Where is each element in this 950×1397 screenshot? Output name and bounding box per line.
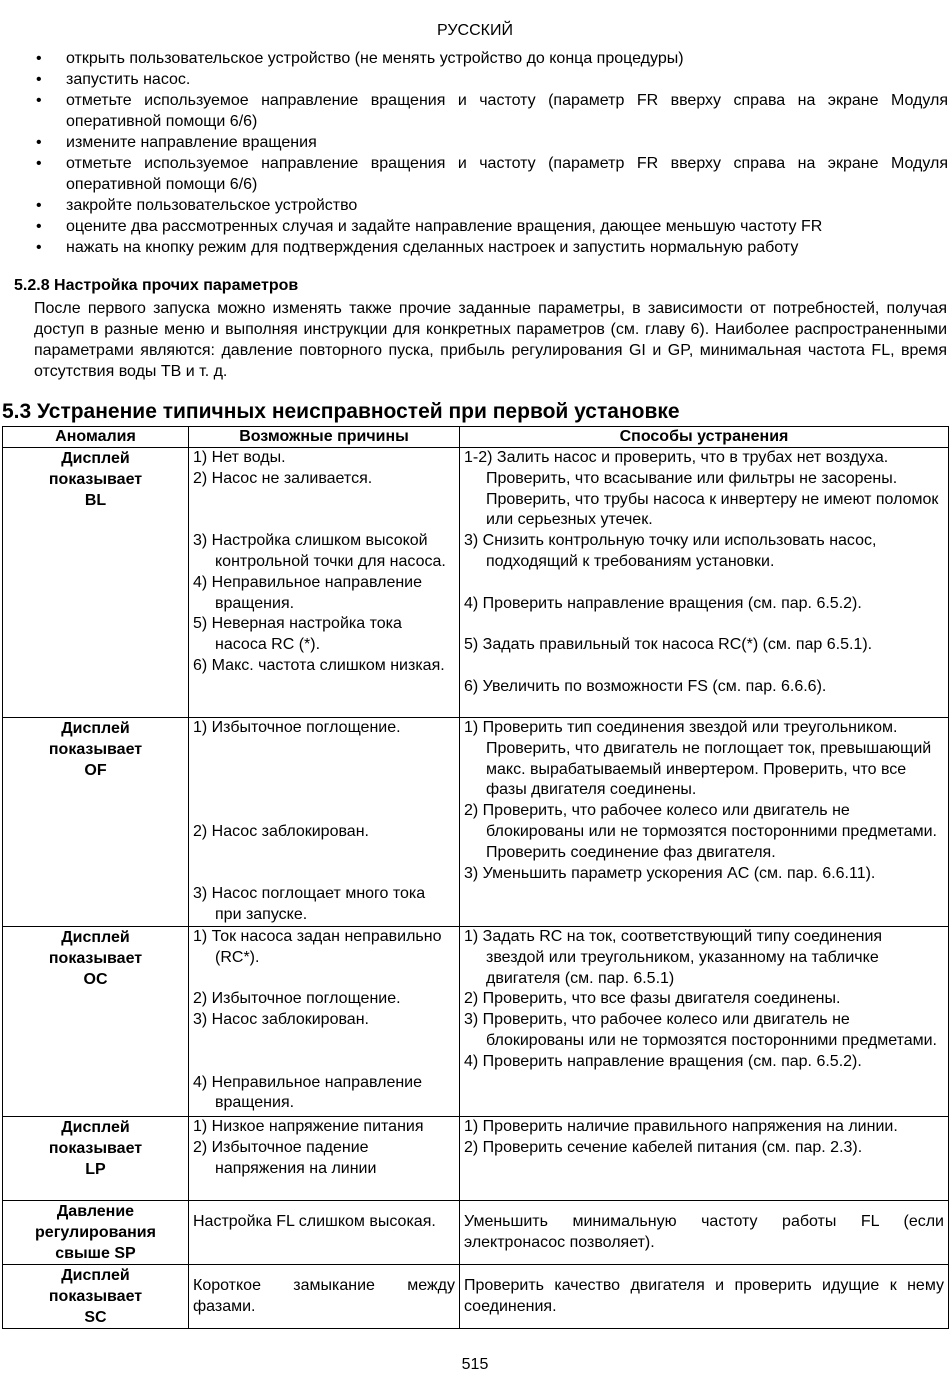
list-item: • отметьте используемое направление вращения и частоту (параметр FR вверху справа на экране Модуля оперативной помощи 6/6) [36,155,948,193]
anomaly-cell: Дисплей показывает OF [3,718,189,927]
bullet-icon: • [36,239,42,256]
causes-cell: 1) Низкое напряжение питания 2) Избыточное падение напряжения на линии [189,1117,460,1201]
remedies-cell: 1-2) Залить насос и проверить, что в трубах нет воздуха. Проверить, что всасывание или фильтры не засорены. Проверить, что трубы насоса к инвертеру не имеют поломок или серьезных утечек. 3) Снизить контрольную точку или использовать насос, подходящий к требованиям установки. 4) Проверить направление вращения (см. пар. 6.5.2). 5) Задать правильный ток насоса RC(*) (см. пар 6.5.1). 6) Увеличить по возможности FS (см. пар. 6.6.6). [460,448,949,718]
table-row [3,1117,949,1201]
list-item: • открыть пользовательское устройство (не менять устройство до конца процедуры) [36,50,684,67]
list-item: • закройте пользовательское устройство [36,197,358,214]
bullet-icon: • [36,134,42,151]
causes-cell: Короткое замыкание между фазами. [189,1265,460,1329]
bullet-icon: • [36,92,42,109]
page-header: РУССКИЙ [437,22,513,39]
table-row [3,1265,949,1329]
bullet-icon: • [36,197,42,214]
table-header-row [3,427,949,448]
table-row [3,448,949,718]
anomaly-cell: Дисплей показывает SC [3,1265,189,1329]
table-row [3,718,949,927]
anomaly-cell: Давление регулирования свыше SP [3,1201,189,1265]
remedies-cell: Проверить качество двигателя и проверить идущие к нему соединения. [460,1265,949,1329]
table-row [3,1201,949,1265]
list-item: • нажать на кнопку режим для подтверждения сделанных настроек и запустить нормальную работу [36,239,799,256]
bullet-icon: • [36,218,42,235]
anomaly-cell: Дисплей показывает BL [3,448,189,718]
bullet-icon: • [36,50,42,67]
section-paragraph-528: После первого запуска можно изменять также прочие заданные параметры, в зависимости от потребностей, получая доступ в разные меню и выполняя инструкции для конкретных параметров (см. главу 6). Наиболее распространенными параметрами являются: давление повторного пуска, прибыль регулирования GI и GP, минимальная частота FL, время отсутствия воды TB и т. д. [34,300,947,380]
section-heading-528: 5.2.8 Настройка прочих параметров [14,277,299,294]
page-number: 515 [461,1356,489,1373]
causes-cell: 1) Ток насоса задан неправильно (RC*). 2) Избыточное поглощение. 3) Насос заблокирован. 4) Неправильное направление вращения. [189,927,460,1117]
anomaly-cell: Дисплей показывает OC [3,927,189,1117]
table-row [3,927,949,1117]
remedies-cell: 1) Задать RC на ток, соответствующий типу соединения звездой или треугольником, указанному на табличке двигателя (см. пар. 6.5.1) 2) Проверить, что все фазы двигателя соединены. 3) Проверить, что рабочее колесо или двигатель не блокированы или не тормозятся посторонними предметами. 4) Проверить направление вращения (см. пар. 6.5.2). [460,927,949,1117]
anomaly-cell: Дисплей показывает LP [3,1117,189,1201]
bullet-icon: • [36,71,42,88]
column-header-causes: Возможные причины [189,427,460,448]
list-item: • запустить насос. [36,71,191,88]
column-header-anomaly: Аномалия [3,427,189,448]
instruction-list [30,48,948,258]
remedies-cell: 1) Проверить тип соединения звездой или треугольником. Проверить, что двигатель не поглощает ток, превышающий макс. вырабатываемый инвертером. Проверить, что все фазы двигателя соединены. 2) Проверить, что рабочее колесо или двигатель не блокированы или не тормозятся посторонними предметами. Проверить соединение фаз двигателя. 3) Уменьшить параметр ускорения AC (см. пар. 6.6.11). [460,718,949,927]
remedies-cell: 1) Проверить наличие правильного напряжения на линии. 2) Проверить сечение кабелей питания (см. пар. 2.3). [460,1117,949,1201]
list-item: • оцените два рассмотренных случая и задайте направление вращения, дающее меньшую частоту FR [36,218,823,235]
remedies-cell: Уменьшить минимальную частоту работы FL (если электронасос позволяет). [460,1201,949,1265]
column-header-remedies: Способы устранения [460,427,949,448]
list-item: • измените направление вращения [36,134,317,151]
troubleshooting-table [2,426,949,1329]
causes-cell: Настройка FL слишком высокая. [189,1201,460,1265]
causes-cell: 1) Нет воды. 2) Насос не заливается. 3) Настройка слишком высокой контрольной точки для насоса. 4) Неправильное направление вращения. 5) Неверная настройка тока насоса RC (*). 6) Макс. частота слишком низкая. [189,448,460,718]
causes-cell: 1) Избыточное поглощение. 2) Насос заблокирован. 3) Насос поглощает много тока при запуске. [189,718,460,927]
section-heading-53: 5.3 Устранение типичных неисправностей при первой установке [2,400,680,423]
list-item: • отметьте используемое направление вращения и частоту (параметр FR вверху справа на экране Модуля оперативной помощи 6/6) [36,92,948,130]
bullet-icon: • [36,155,42,172]
